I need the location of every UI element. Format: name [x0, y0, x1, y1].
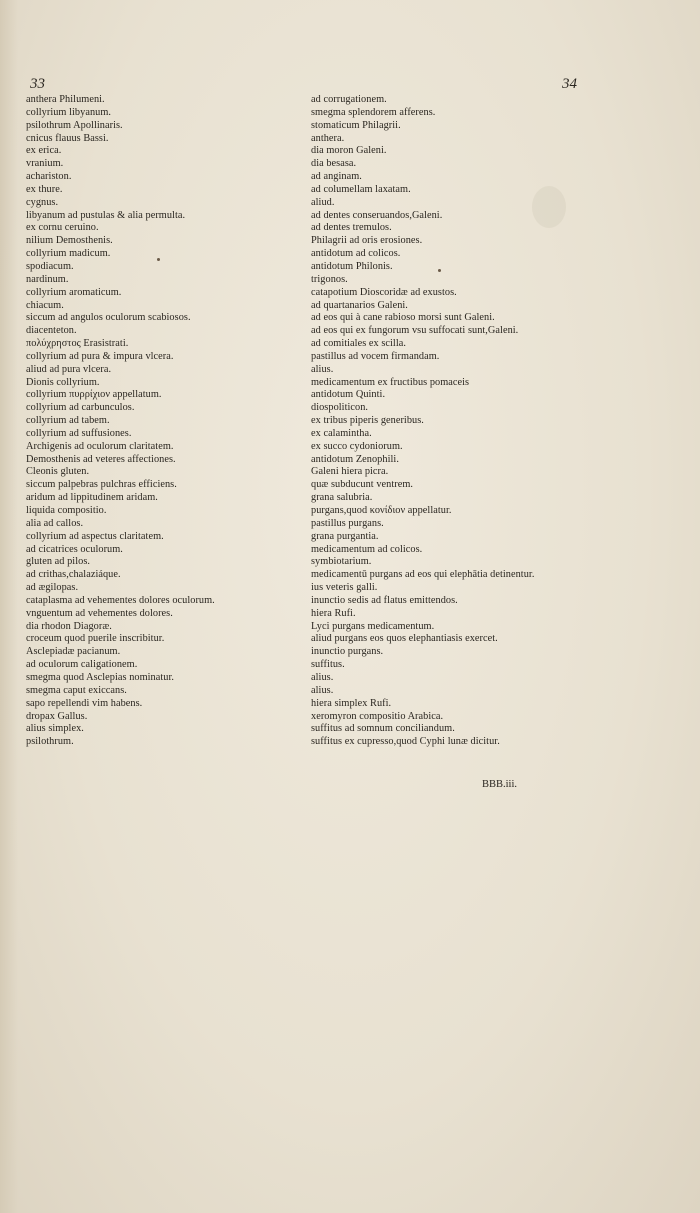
index-entry: inunctio purgans.	[311, 646, 384, 658]
index-entry: hiera simplex Rufi.	[311, 697, 392, 709]
index-entry: Philagrii ad oris erosiones.	[311, 235, 423, 247]
index-entry: ex calamintha.	[311, 427, 372, 439]
index-entry: antidotum Quinti.	[311, 389, 386, 401]
index-entry: ius veteris galli.	[311, 582, 378, 594]
index-entry: ex cornu ceruino.	[26, 222, 99, 234]
index-entry: ad eos qui ex fungorum vsu suffocati sunt,Galeni.	[311, 325, 519, 337]
index-entry: Demosthenis ad veteres affectiones.	[26, 453, 176, 465]
index-entry: chiacum.	[26, 299, 64, 311]
index-entry: Asclepiadæ pacianum.	[26, 646, 121, 658]
index-entry: ad corrugationem.	[311, 94, 387, 105]
index-entry: catapotium Dioscoridæ ad exustos.	[311, 286, 457, 298]
index-entry: collyrium ad carbunculos.	[26, 402, 135, 414]
index-entry: suffitus.	[311, 659, 345, 671]
index-entry: Dionis collyrium.	[26, 376, 100, 388]
index-entry: ad oculorum caligationem.	[26, 659, 138, 671]
index-entry: Cleonis gluten.	[26, 466, 90, 478]
index-entry: achariston.	[26, 171, 72, 183]
index-entry: vranium.	[26, 158, 64, 170]
index-entry: collyrium madicum.	[26, 248, 111, 260]
signature-mark: BBB.iii.	[482, 779, 518, 790]
index-entry: ex tribus piperis generibus.	[311, 415, 424, 427]
index-entry: hiera Rufi.	[311, 607, 356, 619]
index-entry: anthera Philumeni.	[26, 94, 105, 105]
index-entry: cygnus.	[26, 196, 59, 208]
index-entry: quæ subducunt ventrem.	[311, 479, 414, 491]
index-entry: nardinum.	[26, 273, 69, 285]
index-entry: symbiotarium.	[311, 556, 372, 568]
index-entry: dia rhodon Diagoræ.	[26, 620, 112, 632]
index-entry: vnguentum ad vehementes dolores.	[26, 607, 173, 619]
index-entry: sapo repellendi vim habens.	[26, 697, 143, 709]
index-entry: alius.	[311, 684, 334, 696]
index-entry: ad dentes conseruandos,Galeni.	[311, 209, 443, 221]
index-entry: ad columellam laxatam.	[311, 183, 411, 195]
index-entry: medicamentum ex fructibus pomaceis	[311, 376, 470, 388]
index-entry: collyrium ad tabem.	[26, 415, 110, 427]
index-entry: ex thure.	[26, 183, 63, 195]
index-entry: collyrium πυρρίχιον appellatum.	[26, 389, 162, 401]
index-entry: ex erica.	[26, 145, 62, 157]
right-page-number: 34	[562, 76, 577, 92]
index-entry: dia besasa.	[311, 158, 357, 170]
index-entry: cataplasma ad vehementes dolores oculorum.	[26, 594, 215, 606]
index-entry: siccum ad angulos oculorum scabiosos.	[26, 312, 191, 324]
index-entry: collyrium ad aspectus claritatem.	[26, 530, 164, 542]
index-entry: croceum quod puerile inscribitur.	[26, 633, 165, 645]
index-entry: siccum palpebras pulchras efficiens.	[26, 479, 177, 491]
index-entry: collyrium libyanum.	[26, 106, 112, 118]
index-entry: ad comitiales ex scilla.	[311, 338, 406, 350]
index-entry: spodiacum.	[26, 260, 74, 272]
index-entry: ad crithas,chalaziáque.	[26, 569, 121, 581]
index-entry: Lyci purgans medicamentum.	[311, 620, 435, 632]
index-entry: diacenteton.	[26, 325, 77, 337]
index-entry: pastillus ad vocem firmandam.	[311, 350, 440, 362]
index-entry: gluten ad pilos.	[26, 556, 91, 568]
index-entry: pastillus purgans.	[311, 517, 384, 529]
index-entry: antidotum Zenophili.	[311, 453, 399, 465]
index-entry: psilothrum.	[26, 736, 74, 748]
index-entry: collyrium ad suffusiones.	[26, 427, 132, 439]
index-entry: stomaticum Philagrii.	[311, 119, 401, 131]
index-entry: trigonos.	[311, 273, 348, 285]
index-entry: alius simplex.	[26, 723, 84, 735]
index-entry: Galeni hiera picra.	[311, 466, 389, 478]
left-index-column	[26, 94, 296, 749]
index-entry: smegma splendorem afferens.	[311, 106, 436, 118]
index-entry: smegma caput exiccans.	[26, 684, 127, 696]
index-entry: suffitus ad somnum conciliandum.	[311, 723, 455, 735]
index-entry: antidotum Philonis.	[311, 260, 393, 272]
index-entry: ad anginam.	[311, 171, 362, 183]
index-entry: alia ad callos.	[26, 517, 84, 529]
index-entry: ad eos qui à cane rabioso morsi sunt Galeni.	[311, 312, 495, 324]
index-entry: Archigenis ad oculorum claritatem.	[26, 440, 174, 452]
index-entry: aliud purgans eos quos elephantiasis exercet.	[311, 633, 498, 645]
right-index-column	[311, 94, 586, 749]
index-entry: ad ægilopas.	[26, 582, 79, 594]
index-entry: aliud ad pura vlcera.	[26, 363, 112, 375]
index-entry: xeromyron compositio Arabica.	[311, 710, 444, 722]
index-entry: ad cicatrices oculorum.	[26, 543, 123, 555]
index-entry: ad quartanarios Galeni.	[311, 299, 408, 311]
index-entry: πολύχρηστος Erasistrati.	[26, 338, 129, 350]
index-entry: cnicus flauus Bassi.	[26, 132, 109, 144]
index-entry: anthera.	[311, 132, 345, 144]
index-entry: medicamentū purgans ad eos qui elephātia detinentur.	[311, 569, 535, 581]
index-entry: purgans,quod κονίδιον appellatur.	[311, 505, 452, 516]
index-entry: collyrium aromaticum.	[26, 286, 122, 298]
index-entry: dia moron Galeni.	[311, 145, 387, 157]
index-entry: inunctio sedis ad flatus emittendos.	[311, 594, 458, 606]
index-entry: grana salubria.	[311, 492, 373, 504]
index-entry: alius.	[311, 671, 334, 683]
index-entry: aliud.	[311, 196, 335, 208]
index-entry: libyanum ad pustulas & alia permulta.	[26, 209, 186, 221]
index-entry: suffitus ex cupresso,quod Cyphi lunæ dicitur.	[311, 736, 500, 748]
index-entry: liquida compositio.	[26, 505, 107, 516]
index-entry: antidotum ad colicos.	[311, 248, 401, 260]
index-entry: grana purgantia.	[311, 530, 379, 542]
left-page-number: 33	[30, 76, 45, 92]
index-entry: smegma quod Asclepias nominatur.	[26, 671, 175, 683]
index-entry: medicamentum ad colicos.	[311, 543, 423, 555]
index-entry: psilothrum Apollinaris.	[26, 119, 123, 131]
index-entry: dropax Gallus.	[26, 710, 88, 722]
index-entry: alius.	[311, 363, 334, 375]
index-entry: diospoliticon.	[311, 402, 369, 414]
index-entry: collyrium ad pura & impura vlcera.	[26, 350, 174, 362]
index-entry: ad dentes tremulos.	[311, 222, 392, 234]
page-gutter-shadow	[0, 0, 18, 1213]
index-entry: nilium Demosthenis.	[26, 235, 113, 247]
index-entry: aridum ad lippitudinem aridam.	[26, 492, 158, 504]
index-entry: ex succo cydoniorum.	[311, 440, 403, 452]
